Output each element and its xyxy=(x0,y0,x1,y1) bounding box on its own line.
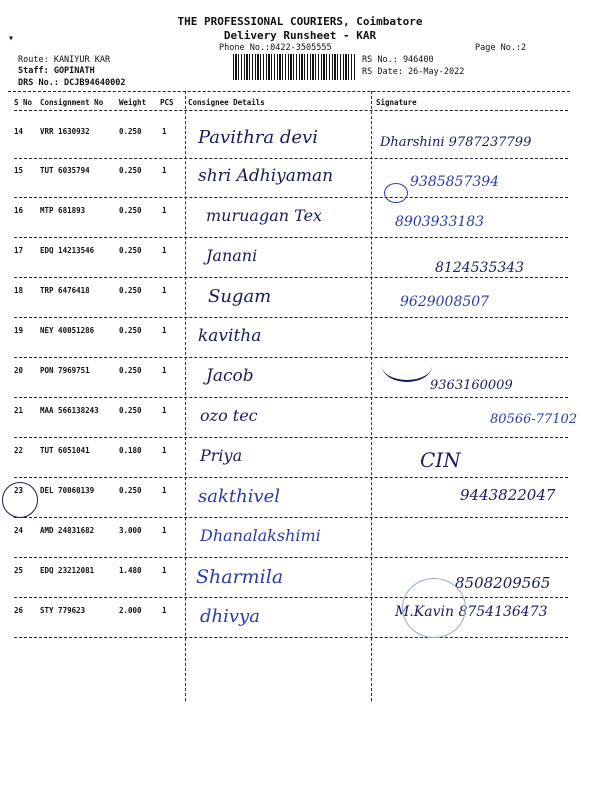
row-rule xyxy=(14,357,568,358)
row-signature: 9629008507 xyxy=(400,294,490,310)
row-pcs: 1 xyxy=(162,166,167,175)
runsheet-title: Delivery Runsheet - KAR xyxy=(223,29,377,42)
row-sno: 17 xyxy=(14,246,24,255)
row-weight: 1.480 xyxy=(119,566,142,575)
signature-scribble-icon xyxy=(382,350,432,382)
row-consignee: muruagan Tex xyxy=(206,206,323,225)
row-pcs: 1 xyxy=(162,526,167,535)
table-top-rule xyxy=(8,91,570,92)
row-pcs: 1 xyxy=(162,486,167,495)
row-consignment-no: DEL 70060139 xyxy=(40,486,95,495)
row-pcs: 1 xyxy=(162,566,167,575)
row-pcs: 1 xyxy=(162,366,167,375)
row-consignee: sakthivel xyxy=(198,486,281,507)
row-weight: 0.250 xyxy=(119,326,142,335)
row-consignee: Janani xyxy=(206,246,258,265)
row-pcs: 1 xyxy=(162,127,167,136)
row-consignment-no: VRR 1630932 xyxy=(40,127,90,136)
row-rule xyxy=(14,637,568,638)
row-weight: 0.250 xyxy=(119,406,142,415)
row-consignee: Pavithra devi xyxy=(198,127,318,148)
row-consignee: kavitha xyxy=(198,326,262,346)
row-rule xyxy=(14,437,568,438)
row-pcs: 1 xyxy=(162,246,167,255)
phone-number: Phone No.:0422-3505555 xyxy=(219,43,332,53)
col-consignee: Consignee Details xyxy=(188,98,265,107)
row-consignee: ozo tec xyxy=(200,406,258,425)
row-sno: 24 xyxy=(14,526,24,535)
row-weight: 0.250 xyxy=(119,366,142,375)
row-signature: 8903933183 xyxy=(395,214,485,230)
row-signature: M.Kavin 8754136473 xyxy=(395,604,548,620)
col-sno: S No xyxy=(14,98,33,107)
row-pcs: 1 xyxy=(162,606,167,615)
row-weight: 2.000 xyxy=(119,606,142,615)
row-rule xyxy=(14,237,568,238)
stamp-icon xyxy=(402,578,466,638)
row-consignment-no: EDQ 23212081 xyxy=(40,566,95,575)
row-rule xyxy=(14,517,568,518)
row-consignee: Jacob xyxy=(206,366,254,386)
rs-date: RS Date: 26-May-2022 xyxy=(362,67,465,77)
row-rule xyxy=(14,317,568,318)
consignee-col-divider xyxy=(185,91,186,701)
row-weight: 0.250 xyxy=(119,127,142,136)
row-sno: 15 xyxy=(14,166,24,175)
row-rule xyxy=(14,597,568,598)
row-rule xyxy=(14,158,568,159)
barcode-icon xyxy=(233,54,355,80)
row-signature: 9363160009 xyxy=(430,378,513,393)
row-pcs: 1 xyxy=(162,446,167,455)
row-sno: 20 xyxy=(14,366,24,375)
drs-number: DRS No.: DCJB94640002 xyxy=(18,78,126,88)
row-consignment-no: PON 7969751 xyxy=(40,366,90,375)
row-weight: 3.000 xyxy=(119,526,142,535)
row-sno: 22 xyxy=(14,446,24,455)
route: Route: KANIYUR KAR xyxy=(18,55,111,65)
row-pcs: 1 xyxy=(162,206,167,215)
row-consignment-no: TRP 6476418 xyxy=(40,286,90,295)
row-weight: 0.250 xyxy=(119,206,142,215)
row-consignee: Sugam xyxy=(208,286,272,307)
col-signature: Signature xyxy=(376,98,417,107)
row-rule xyxy=(14,477,568,478)
page-number: Page No.:2 xyxy=(475,43,527,53)
col-consignment: Consignment No xyxy=(40,98,104,107)
row-signature: 80566-77102 xyxy=(490,412,578,427)
row-consignee: dhivya xyxy=(200,606,260,627)
row-signature: CIN xyxy=(420,448,461,472)
rs-number: RS No.: 946400 xyxy=(362,55,434,65)
row-rule xyxy=(14,277,568,278)
signature-loop-icon xyxy=(384,183,408,203)
row-sno: 19 xyxy=(14,326,24,335)
company-name: THE PROFESSIONAL COURIERS, Coimbatore xyxy=(177,15,423,28)
row-consignment-no: TUT 6035794 xyxy=(40,166,90,175)
row-consignee: shri Adhiyaman xyxy=(198,166,334,186)
header-rule xyxy=(14,110,568,111)
row-consignment-no: EDQ 14213546 xyxy=(40,246,95,255)
col-weight: Weight xyxy=(119,98,147,107)
row-sno: 21 xyxy=(14,406,24,415)
row-weight: 0.250 xyxy=(119,286,142,295)
row-signature: 8124535343 xyxy=(435,260,525,276)
row-signature: Dharshini 9787237799 xyxy=(380,135,532,150)
row-pcs: 1 xyxy=(162,326,167,335)
circle-mark-icon xyxy=(2,482,38,518)
row-sno: 26 xyxy=(14,606,24,615)
row-pcs: 1 xyxy=(162,406,167,415)
row-signature: 9443822047 xyxy=(460,486,556,504)
row-sno: 23 xyxy=(14,486,24,495)
row-rule xyxy=(14,397,568,398)
signature-col-divider xyxy=(371,91,372,701)
row-weight: 0.250 xyxy=(119,486,142,495)
row-consignee: Sharmila xyxy=(196,566,284,588)
row-rule xyxy=(14,557,568,558)
row-weight: 0.180 xyxy=(119,446,142,455)
row-consignment-no: MTP 681893 xyxy=(40,206,86,215)
row-pcs: 1 xyxy=(162,286,167,295)
row-consignment-no: MAA 566138243 xyxy=(40,406,99,415)
row-weight: 0.250 xyxy=(119,246,142,255)
row-sno: 14 xyxy=(14,127,24,136)
row-consignee: Priya xyxy=(200,446,243,465)
col-pcs: PCS xyxy=(160,98,174,107)
row-consignment-no: TUT 6051041 xyxy=(40,446,90,455)
row-weight: 0.250 xyxy=(119,166,142,175)
row-signature: 8508209565 xyxy=(455,574,551,592)
row-consignment-no: NEY 40051286 xyxy=(40,326,95,335)
row-signature: 9385857394 xyxy=(410,174,500,190)
row-sno: 18 xyxy=(14,286,24,295)
row-consignee: Dhanalakshimi xyxy=(200,526,321,545)
row-consignment-no: AMD 24831682 xyxy=(40,526,95,535)
row-sno: 25 xyxy=(14,566,24,575)
row-consignment-no: STY 779623 xyxy=(40,606,86,615)
row-rule xyxy=(14,197,568,198)
mark-icon: ▾ xyxy=(8,33,15,44)
staff: Staff: GOPINATH xyxy=(18,66,95,76)
row-sno: 16 xyxy=(14,206,24,215)
